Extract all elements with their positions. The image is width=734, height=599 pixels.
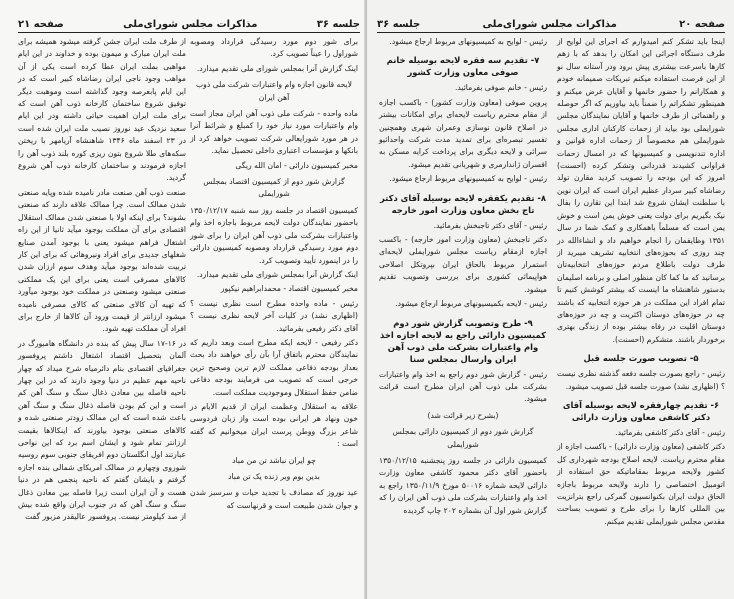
paragraph: رئیس - خانم صوفی بفرمائید.	[455, 83, 547, 93]
section-heading: ۶- تقدیم چهارفقره لایحه بوسیله آقای دکتر کاشفی معاون وزارت دارائی	[562, 399, 720, 422]
page-number: صفحه ۲۱	[18, 19, 64, 30]
paragraph: دکتر کاشفی (معاون وزارت دارائی) - باکسب اجازه از مقام محترم ریاست. لایحه اصلاح بودجه شهرداری کل کشور ولایحه مربوط بمقاماتیکه حق استفاده از اتومبیل اختصاصی را دارند ولایحه مربوط باجازه الحاق دولت ایران بکنوانسیون گمرکی راجع بترانزیت بین المللی کارها را برای طرح و تصویب بساحت مقدس مجلس شورایملی تقدیم میکنم.	[557, 442, 725, 526]
paragraph: عید نوروز که مصادف با تجدید حیات و سرسبز شدن و جوان شدن طبیعت است و قرنهاست که	[190, 488, 358, 510]
section-heading: ۸- تقدیم یکفقره لایحه بوسیله آقای دکتر تاج بخش معاون وزارت امور خارجه	[379, 192, 547, 215]
paragraph: مخبر کمیسیون اقتصاد - محمدابراهیم نیکپور	[220, 284, 358, 294]
paragraph: پروین صوفی (معاون وزارت کشور) - باکسب اجازه از مقام محترم ریاست لایحه‌ای برای امکانات بیشتر در اصلاح قانون نوسازی وعمران شهری وهمچنین تفسیر تبصره‌ای برای تمدید مدت شرکت واحداثیو سرائی و لایحه دیگری برای پرداخت کرایه مسکن به افسران ژاندارمری و شهربانی تقدیم میشود.	[379, 97, 547, 169]
session-number: جلسه ۳۶	[377, 19, 421, 30]
paragraph: رئیس - لوایح به کمیسیونهای مربوط ارجاع میشود.	[389, 37, 547, 46]
paragraph: اینجا باید تشکر کنم امیدوارم که اجرای این لوایح از طرف دستگاه اجرائی این امکان را بدهد که با زهم کارها باسرعت بیشتری پیش برود ودر آستانه سال نو از این فرصت استفاده میکنم تبریکات صمیمانه خودم و همکارانم را حضور خانمها و آقایان عرض میکنم و همینطور تشکراتم را ضمناً باید بیاوریم که اگر حوصله و راهنمائی از طرف خانمها و آقایان نمایندگان مجلس شورایملی بود بیاید از زحمات کارکنان اداری مجلس شورایملی هم مخصوصاً از زحمات اداره قوانین و اداره تندنویسی و کمیسیونها که در امسال زحمات فراوانی کشیدند قدردانی وتشکر کرده (احسنت) امروز که این بودجه را تصویب کردید مقارن تولد رضاشاه کبیر سردار عظیم ایران است که ایران نوین با سلطنت ایشان شروع شد ابتدا این تقارن را بفال نیک بگیریم برای دولت یعنی خوش یمن است و خوش یمن است که مسلماً باهمکاری و کمک شما در سال ۱۳۵۱ وظایفمان را انجام خواهیم داد و انشاءالله در چند روزی که بحوزه‌های انتخابیه تشریف میبرید از طرف دولت باطلاع مردم حوزه‌های انتخابیه‌تان برسانید که ما کما کان منظور اصلی و برنامه اصلیمان بدستور شاهنشاه ما اینست که بیشتر کوشش کنیم تا تمام افراد این مملکت در هر حوزه انتخابیه که باشند چه در حوزه‌های دوستان اکثریت و چه در حوزه‌های دوستان اقلیت در رفاه بیشتر بوده از زندگی بهتری برخوردار باشند. متشکرم (احسنت).	[557, 37, 725, 344]
paragraph: رئیس - راجع بصورت جلسه دفعه گذشته نظری نیست ؟ (اظهاری نشد) صورت جلسه قبل تصویب میشود.	[557, 369, 725, 391]
paragraph: اینک گزارش آنرا بمجلس شورای ملی تقدیم میدارد.	[196, 269, 358, 279]
paragraph: از طرف ملت ایران جشن گرفته میشود همیشه برای ملت ایران مبارک و میمون بوده و خداوند در این ایام مواهبی بملت ایران عطا کرده است یکی از آن مواهب وجود ناجی ایران رضاشاه کبیر است که در این ایام پابعرصه وجود گذاشته است وموهبت دیگر توفیق شروع ساختمان کارخانه ذوب آهن است که برای ملت ایران اهمیت حیاتی داشته ودر این ایام سعید نزدیک عید نوروز نصیب ملت ایران شده است در ۲۳ اسفند ماه ۱۳۴۶ شاهنشاه آریامهر با ریختن سکه‌های طلا شروع بتون ریزی کوره بلند ذوب آهن را اجازه فرمودند و ساختمان کارخانه ذوب آهن شروع گردید.	[18, 37, 186, 183]
centered-line: (بشرح زیر قرائت شد)	[427, 410, 499, 420]
text-column	[190, 36, 358, 514]
paragraph: صنعت ذوب آهن صنعت مادر نامیده شده وپایه صنعتی شدن ممالک است. چرا ممالک علاقه دارند که صنعتی بشوند؟ برای اینکه اولا با صنعتی شدن ممالک استقلال اقتصادی برای آن مملکت بوجود میآید ثانیا از این راه اشتغال فراهم میشود یعنی با بوجود آمدن صنایع شغلهای جدیدی برای افراد ونیروهائی که برای این کار تربیت شده‌اند بوجود میآید وهدف سوم ارزان شدن کالاهای مصرفی است یعنی برای این یک مملکتی صنعتی میشود وصنعتی در مملکت خود بوجود میآورد که تهیه آن کالای صنعتی که کالای مصرفی نامیده میشود ارزانتر از قیمت ورود آن کالاها از خارج برای افراد آن مملکت تهیه شود.	[18, 187, 186, 334]
section-heading: ۷- تقدیم سه فقره لایحه بوسیله خانم صوفی معاون وزارت کشور	[386, 55, 540, 78]
paragraph: رئیس - آقای دکتر کاشفی بفرمائید.	[615, 427, 725, 437]
paragraph: اینک گزارش آنرا بمجلس شورای ملی تقدیم میدارد.	[196, 63, 358, 73]
paragraph: دکتر رفیعی - لایحه ایکه مطرح است وبعد داریم که نمایندگان محترم باتفاق آرا بآن رأی خواهند داد بحث بعداز بودجه دفاعی مملکت لازم ترین وصحیح ترین خرجی است که تصویب می فرمایند بودجه دفاعی ضامن حفظ استقلال وموجودیت مملکت است.	[190, 337, 358, 397]
header-title: مذاکرات مجلس شورای‌ملی	[123, 19, 258, 30]
paragraph: رئیس - ماده واحده مطرح است نظری نیست ؟ (اظهاری نشد) در کلیات آخر لایحه نظری نیست ؟ آقای دکتر رفیعی بفرمائید.	[190, 298, 358, 333]
centered-line: بدین بوم وبر زنده یک تن مباد	[228, 472, 320, 481]
text-column	[379, 36, 547, 519]
paragraph: در ۱۶-۱۷ سال پیش که بنده در دانشگاه هامبورگ در آلمان بتحصیل اقتصاد اشتغال داشتم پروفسور جغرافیای اقتصادی بنام دائرمیاه شرح میداد که چهار ناحیه مهم عظیم در دنیا وجود دارند که در این چهار ناحیه فاصله بین معادن ذغال سنگ و سنگ آهن کم است و این کم بودن فاصله ذغال سنگ و سنگ آهن باعث شده است که این ممالک زودتر صنعتی شده و کالاهای صنعتی بوجود بیاورند که اینکالاها بقیمت ارزانتر تمام شود و ایشان اسم برد که این نواحی عبارتند اول انگلستان دوم افریقای جنوبی سوم روسیه شوروی وچهارم در ممالک امریکای شمالی بنده اجازه گرفتم و بایشان گفتم که ناحیه پنجمی هم در دنیا هست و آن ایران است زیرا فاصله بین معادن ذغال سنگ و سنگ آهن که در جنوب ایران واقع شده بیش از صد کیلومتر نیست. پروفسور عالیقدر مزبور گفت	[18, 338, 186, 522]
centered-line: چو ایران نباشد تن من مباد	[232, 455, 316, 465]
centered-line: گزارش شور دوم از کمیسیون دارائی بمجلس شورایملی	[392, 427, 534, 449]
paragraph: دکتر تاجبخش (معاون وزارت امور خارجه) - باکسب اجازه ازمقام ریاست مجلس شورایملی لایحه‌ای استمرار مربوط بالحاق ایران بپروتکل اصلاحی هواپیمائی کشوری برای بررسی وتصویب تقدیم میشود.	[379, 235, 547, 294]
paragraph: مخبر کمیسیون دارائی - امان الله ریگی	[235, 160, 358, 170]
session-number: جلسه ۳۶	[316, 19, 360, 30]
page-number: صفحه ۲۰	[679, 19, 725, 30]
paragraph: رئیس - لوایح به کمیسیونهای مربوط ارجاع میشود.	[389, 174, 547, 184]
header-title: مذاکرات مجلس شورای‌ملی	[482, 19, 617, 30]
paragraph: رئیس - گزارش شور دوم راجع به اخذ وام واعتبارات بشرکت ملی ذوب آهن ایران مطرح است قرائت میشود.	[379, 369, 547, 404]
paragraph: رئیس - لایحه بکمیسیونهای مربوط ارجاع میشود.	[395, 299, 547, 309]
paragraph: رئیس - آقای دکتر تاجبخش بفرمائید.	[433, 220, 547, 230]
centered-line: لایحه قانون اجازه وام واعتبارات شرکت ملی ذوب آهن ایران	[196, 80, 352, 102]
section-heading: ۵- تصویب صورت جلسه قبل	[583, 353, 699, 364]
paragraph: ماده واحده - شرکت ملی ذوب آهن ایران مجاز است وام واعتبارات مورد نیاز خود را کمبلغ و شرائط آنرا در هر مورد شورایعالی شرکت تصویب خواهد کرد از بانکها و مؤسسات اعتباری داخلی تحصیل نماید.	[190, 109, 358, 156]
section-heading: ۹- طرح وتصویب گزارش شور دوم کمیسیون دارائی راجع به لایحه اجازه اخذ وام واعتبارات بشرکت ملی ذوب آهن ایران وارسال بمجلس سنا	[380, 317, 546, 364]
text-column	[557, 36, 725, 530]
right-page	[367, 0, 734, 599]
centered-line: گزارش شور دوم از کمیسیون اقتصاد بمجلس شورایملی	[203, 177, 345, 199]
paragraph: علاقه به استقلال وعظمت ایران از قدیم الایام در خون ونهاد هر ایرانی بوده است واز زبان فردوسی شاعر بزرگ ووطن پرست ایران میخوانیم که گفته است :	[190, 401, 358, 449]
text-column	[18, 36, 186, 526]
paragraph: کمیسیون دارائی در جلسه روز پنجشنبه ۱۳۵۰/۱۲/۱۵ باحضور آقای دکتر محمود کاشفی معاون وزارت دارائی لایحه شماره ۵۰۰۱۶ مورخ ۱۳۵۰/۱۱/۹ راجع به اخذ وام واعتبارات بشرکت ملی ذوب آهن ایران را که گزارش شور اول آن بشماره ۲۰۲ چاپ گردیده	[379, 455, 548, 515]
page-header	[18, 14, 360, 33]
page-header	[377, 14, 725, 33]
paragraph: برای شور دوم مورد رسیدگی قرارداد ومصوبه شوراول را عیناً تصویب کرد.	[190, 37, 358, 59]
paragraph: کمیسیون اقتصاد در جلسه روز سه شنبه ۱۳۵۰/۱۲/۱۷ باحضور نمایندگان دولت لایحه مربوط باجازه اخذ وام واعتبارات بشرکت ملی ذوب آهن ایران را برای شور دوم مورد رسیدگی قرارداد ومصوبه کمیسیون دارائی را در اینمورد تأیید وتصویب کرد.	[190, 205, 358, 265]
